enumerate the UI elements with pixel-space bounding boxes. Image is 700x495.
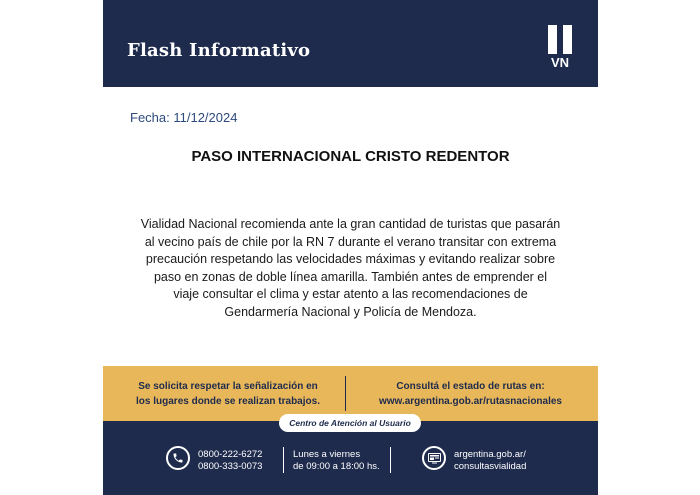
body-line: al vecino país de chile por la RN 7 durante el verano transitar con extrema — [144, 234, 557, 249]
phone-icon — [166, 446, 190, 470]
body-line: precaución respetando las velocidades máximas y evitando realizar sobre — [145, 252, 556, 267]
body-line: paso en zonas de doble línea amarilla. También antes de emprender el — [153, 269, 548, 284]
website-link[interactable] — [454, 449, 526, 473]
body-line: Vialidad Nacional recomienda ante la gran cantidad de turistas que pasarán — [140, 217, 561, 231]
phone-number[interactable]: 0800-222-6272 — [198, 449, 263, 460]
date-line: Fecha: 11/12/2024 — [130, 110, 238, 125]
document-page — [103, 0, 598, 495]
phone-number[interactable]: 0800-333-0073 — [198, 461, 263, 472]
header-title: Flash Informativo — [127, 40, 311, 61]
phone-numbers — [198, 449, 262, 473]
signage-notice-line: Se solicita respetar la señalización en — [138, 381, 318, 392]
footer-divider — [283, 447, 284, 473]
hours-line: de 09:00 a 18:00 hs. — [293, 461, 380, 472]
website-line[interactable]: argentina.gob.ar/ — [454, 449, 526, 460]
info-band — [103, 366, 598, 421]
logo-text: VN — [550, 55, 570, 70]
web-icon — [422, 446, 446, 470]
website-line[interactable]: consultasvialidad — [454, 461, 527, 472]
vialidad-nacional-logo — [545, 25, 575, 71]
footer-divider — [390, 447, 391, 473]
document-title: PASO INTERNACIONAL CRISTO REDENTOR — [191, 148, 510, 165]
body-paragraph — [133, 216, 568, 322]
signage-notice — [113, 379, 343, 409]
body-line: Gendarmería Nacional y Policía de Mendoza. — [224, 304, 477, 319]
office-hours — [293, 449, 380, 473]
body-line: viaje consultar el clima y estar atento a las recomendaciones de — [173, 287, 528, 302]
user-service-center-pill: Centro de Atención al Usuario — [279, 414, 421, 432]
hours-line: Lunes a viernes — [293, 449, 361, 460]
route-status-url[interactable]: www.argentina.gob.ar/rutasnacionales — [378, 396, 562, 407]
route-status-notice — [348, 379, 593, 409]
route-status-line: Consultá el estado de rutas en: — [396, 381, 545, 392]
logo-bar-right — [563, 25, 572, 54]
band-divider — [345, 376, 346, 411]
logo-bar-left — [548, 25, 557, 54]
signage-notice-line: los lugares donde se realizan trabajos. — [136, 396, 320, 407]
header-banner — [103, 0, 598, 87]
